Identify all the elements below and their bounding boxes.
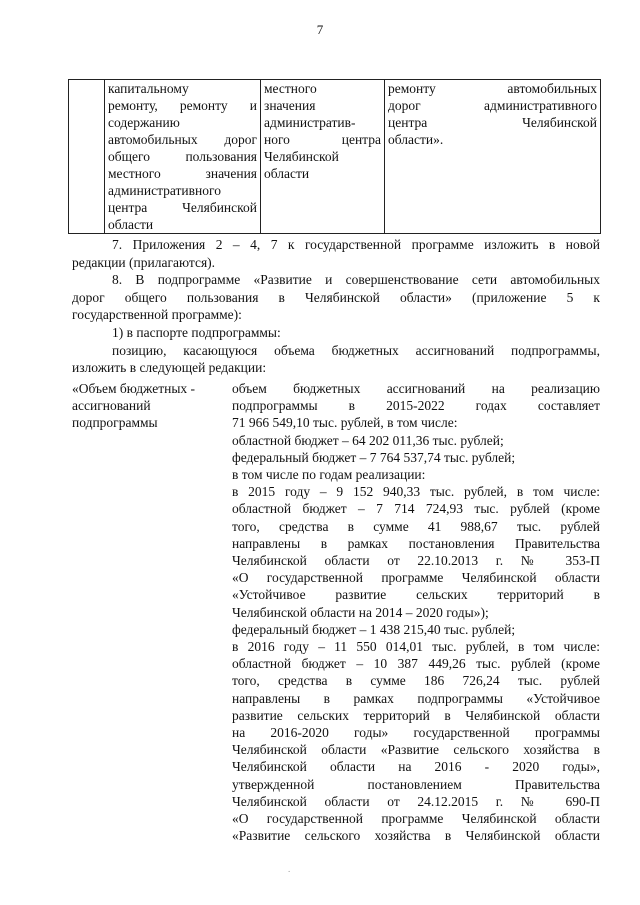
- paragraph-8-line: 8. В подпрограмме «Развитие и совершенствование сети автомобильных: [112, 272, 600, 288]
- scan-speck: .: [288, 864, 291, 874]
- parameter-value-line: направлены в рамках постановления Правительства: [232, 535, 600, 551]
- parameter-value-line: Челябинской области от 22.10.2013 г. № 353-П: [232, 553, 600, 569]
- table-cell-description: [105, 80, 261, 234]
- table-cell-line: автомобильных дорог: [108, 132, 257, 147]
- table-cell-line: центра Челябинской: [108, 200, 257, 215]
- parameter-value-line: 71 966 549,10 тыс. рублей, в том числе:: [232, 415, 458, 431]
- parameter-value-line: «О государственной программе Челябинской области: [232, 570, 600, 586]
- parameter-value-line: подпрограммы в 2015-2022 годах составляет: [232, 398, 600, 414]
- table-cell-line: ремонту, ремонту и: [108, 98, 257, 113]
- table-row: [69, 80, 601, 234]
- table-cell-line: значения: [264, 98, 316, 113]
- parameter-value-line: утвержденной постановлением Правительства: [232, 776, 600, 792]
- paragraph-8-line: дорог общего пользования в Челябинской области» (приложение 5 к: [72, 289, 600, 305]
- table-cell-line: административного: [108, 183, 221, 198]
- parameter-label: [72, 380, 222, 432]
- parameter-value-line: областной бюджет – 10 387 449,26 тыс. рублей (кроме: [232, 656, 600, 672]
- parameter-value-line: федеральный бюджет – 1 438 215,40 тыс. рублей;: [232, 621, 516, 637]
- paragraph-position-line: позицию, касающуюся объема бюджетных ассигнований подпрограммы,: [112, 342, 600, 358]
- table-cell-line: области».: [388, 132, 444, 147]
- table-cell-line: центра Челябинской: [388, 115, 597, 130]
- paragraph-passport: 1) в паспорте подпрограммы:: [112, 324, 281, 340]
- paragraph-position-line: изложить в следующей редакции:: [72, 360, 267, 376]
- parameter-value-line: в 2015 году – 9 152 940,33 тыс. рублей, в том числе:: [232, 484, 600, 500]
- parameter-value-line: Челябинской области «Развитие сельского хозяйства в: [232, 742, 600, 758]
- parameter-value-line: «Устойчивое развитие сельских территорий в: [232, 587, 600, 603]
- paragraph-8-line: государственной программе):: [72, 307, 242, 323]
- parameter-value-line: Челябинской области от 24.12.2015 г. № 690-П: [232, 793, 600, 809]
- parameter-value-line: в 2016 году – 11 550 014,01 тыс. рублей, в том числе:: [232, 639, 600, 655]
- table-cell-line: области: [264, 166, 310, 181]
- table-cell-line: области: [108, 217, 154, 232]
- table-cell-empty: [69, 80, 105, 234]
- parameter-value-line: объем бюджетных ассигнований на реализацию: [232, 381, 600, 396]
- page-number: 7: [316, 22, 324, 37]
- parameter-value-line: направлены в рамках подпрограммы «Устойчивое: [232, 690, 600, 706]
- parameter-label-line: ассигнований: [72, 398, 151, 414]
- parameter-value-line: развитие сельских территорий в Челябинской области: [232, 707, 600, 723]
- table-cell-line: дорог административного: [388, 98, 597, 113]
- parameter-value: [232, 380, 600, 844]
- table-cell-executor: [261, 80, 385, 234]
- parameter-label-line: подпрограммы: [72, 415, 158, 431]
- parameter-value-line: областной бюджет – 64 202 011,36 тыс. рублей;: [232, 432, 504, 448]
- parameter-value-line: «О государственной программе Челябинской области: [232, 811, 600, 827]
- table-cell-line: капитальному: [108, 81, 189, 96]
- parameter-value-line: «Развитие сельского хозяйства в Челябинской области: [232, 828, 600, 844]
- paragraph-7-line: 7. Приложения 2 – 4, 7 к государственной программе изложить в новой: [112, 237, 600, 252]
- parameter-value-line: на 2016-2020 годы» государственной программы: [232, 725, 600, 741]
- table-cell-line: ремонту автомобильных: [388, 81, 597, 96]
- table-cell-line: общего пользования: [108, 149, 257, 164]
- table-cell-line: местного значения: [108, 166, 257, 181]
- parameter-value-line: в том числе по годам реализации:: [232, 467, 426, 483]
- paragraph-7-line: редакции (прилагаются).: [72, 254, 216, 270]
- parameter-value-line: Челябинской области на 2016 - 2020 годы»,: [232, 759, 600, 775]
- continuation-table: [68, 79, 601, 234]
- parameter-value-line: того, средства в сумме 41 988,67 тыс. рублей: [232, 518, 600, 534]
- parameter-value-line: федеральный бюджет – 7 764 537,74 тыс. рублей;: [232, 449, 516, 465]
- table-cell-result: [385, 80, 601, 234]
- table-cell-line: ного центра: [264, 132, 381, 147]
- table-cell-line: Челябинской: [264, 149, 339, 164]
- table-cell-line: содержанию: [108, 115, 180, 130]
- table-cell-line: местного: [264, 81, 317, 96]
- parameter-value-line: того, средства в сумме 186 726,24 тыс. рублей: [232, 673, 600, 689]
- body-text: [72, 236, 600, 377]
- parameter-label-line: «Объем бюджетных -: [72, 381, 196, 396]
- table-cell-line: административ-: [264, 115, 356, 130]
- parameter-value-line: Челябинской области на 2014 – 2020 годы»);: [232, 604, 489, 620]
- parameter-value-line: областной бюджет – 7 714 724,93 тыс. рублей (кроме: [232, 501, 600, 517]
